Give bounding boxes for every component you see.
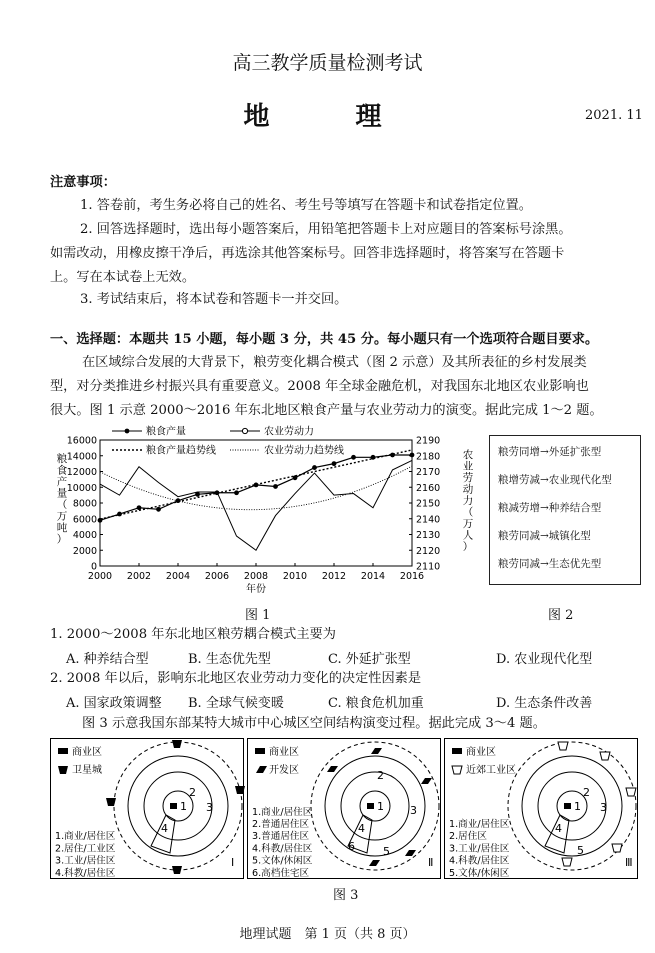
q1-option-d[interactable]: D. 农业现代化型 xyxy=(496,652,593,667)
x-tick-label: 2008 xyxy=(243,571,269,582)
y-axis-label-char: 万 xyxy=(56,510,68,523)
labor-series-line xyxy=(100,460,412,550)
fig3-core-ring xyxy=(360,791,390,821)
fig3-list-item: 4.科教/居住区 xyxy=(55,867,116,879)
satellite-town-icon xyxy=(58,766,68,774)
fig3-zone-label: 2 xyxy=(583,786,590,799)
suburban-industry-icon xyxy=(452,766,462,774)
grain-point xyxy=(254,482,259,487)
y2-tick-label: 2160 xyxy=(416,482,441,494)
notice-heading: 注意事项： xyxy=(50,175,116,190)
notice-item: 1. 答卷前，考生务必将自己的姓名、考生号等填写在答题卡和试卷指定位置。 xyxy=(80,198,532,213)
y-tick-label: 8000 xyxy=(72,498,97,510)
fig2-item: 粮劳同增→外延扩张型 xyxy=(498,446,602,458)
y-axis-label-char: 产 xyxy=(56,476,68,488)
q1-option-b[interactable]: B. 生态优先型 xyxy=(188,652,271,667)
fig2-item: 粮劳同减→生态优先型 xyxy=(498,558,602,570)
fig3-zone-label: 4 xyxy=(555,822,562,835)
grain-point xyxy=(195,492,200,497)
legend-labor-trend-label: 农业劳动力趋势线 xyxy=(264,445,344,457)
suburban-industry-icon xyxy=(612,844,622,852)
y-tick-label: 10000 xyxy=(66,482,97,494)
x-tick-label: 2002 xyxy=(126,571,152,582)
commerce-legend-label: 商业区 xyxy=(466,747,496,758)
fig3-outer-dashed-ring xyxy=(311,742,439,870)
y-tick-label: 12000 xyxy=(66,467,97,478)
development-zone-icon xyxy=(421,778,432,784)
fig3-legend-label-2: 卫星城 xyxy=(72,765,102,776)
grain-point xyxy=(98,518,103,523)
commerce-legend-swatch xyxy=(58,748,68,754)
y2-tick-label: 2150 xyxy=(416,498,441,510)
fig3-ring xyxy=(144,772,212,840)
y-axis-label-char: 量 xyxy=(56,487,68,500)
notice-item: 3. 考试结束后，将本试卷和答题卡一并交回。 xyxy=(80,292,348,307)
grain-point xyxy=(117,512,122,517)
y-axis-label-char: 食 xyxy=(56,464,68,477)
y-tick-label: 14000 xyxy=(66,451,97,463)
grain-point xyxy=(273,484,278,489)
fig3-list-item: 4.科教/居住区 xyxy=(449,855,510,867)
fig3-list-item: 1.商业/居住区 xyxy=(55,831,116,843)
fig3-list-item: 1.商业/居住区 xyxy=(449,819,510,830)
question-1-stem: 1. 2000～2008 年东北地区粮劳耦合模式主要为 xyxy=(50,627,336,642)
fig3-zone-label: 3 xyxy=(600,801,607,814)
page-footer: 地理试题 第 1 页（共 8 页） xyxy=(239,927,416,942)
y-tick-label: 4000 xyxy=(72,530,97,541)
fig3-list-item: 5.文体/休闲区 xyxy=(449,867,510,879)
fig3-list-item: 6.高档住宅区 xyxy=(252,867,310,879)
figure3-diagram xyxy=(50,738,640,880)
intro2: 图 3 示意我国东部某特大城市中心城区空间结构演变过程。据此完成 3～4 题。 xyxy=(82,716,546,731)
y2-tick-label: 2190 xyxy=(416,435,441,447)
legend-labor-label: 农业劳动力 xyxy=(264,426,314,438)
y2-axis-label-char: 力 xyxy=(462,495,474,507)
fig3-zone-label: 5 xyxy=(383,845,390,858)
grain-point xyxy=(293,475,298,480)
grain-point xyxy=(137,505,142,510)
plot-frame xyxy=(100,440,412,566)
grain-point xyxy=(390,453,395,458)
fig3-list-item: 4.科教/居住区 xyxy=(252,843,313,855)
y2-axis-label-char: 万 xyxy=(462,518,474,530)
y2-axis-label-char: 业 xyxy=(462,460,474,473)
x-tick-label: 2016 xyxy=(399,571,425,582)
suburban-industry-icon xyxy=(558,742,568,750)
x-tick-label: 2012 xyxy=(321,571,347,582)
commerce-legend-label: 商业区 xyxy=(72,747,102,758)
y2-tick-label: 2170 xyxy=(416,467,441,478)
suburban-industry-icon xyxy=(562,858,572,866)
fig3-list-item: 1.商业/居住区 xyxy=(252,806,313,818)
fig3-panel-roman: Ⅱ xyxy=(428,856,434,869)
q2-option-c[interactable]: C. 粮食危机加重 xyxy=(328,696,424,711)
commerce-legend-swatch xyxy=(255,748,265,754)
commerce-legend-swatch xyxy=(452,748,462,754)
y2-tick-label: 2110 xyxy=(416,561,441,573)
x-tick-label: 2010 xyxy=(282,571,308,582)
notice-item: 如需改动，用橡皮擦干净后，再选涂其他答案标号。回答非选择题时，将答案写在答题卡 xyxy=(50,246,565,261)
fig3-zone-label: 2 xyxy=(377,769,384,782)
fig3-panel xyxy=(51,739,246,879)
fig3-ring xyxy=(538,772,606,840)
grain-point xyxy=(234,490,239,495)
fig3-ring xyxy=(522,756,622,856)
figure2-box xyxy=(489,435,641,585)
y-tick-label: 16000 xyxy=(66,435,97,447)
grain-point xyxy=(351,455,356,460)
legend-grain-marker xyxy=(125,429,130,434)
notice-item: 2. 回答选择题时，选出每小题答案后，用铅笔把答题卡上对应题目的答案标号涂黑。 xyxy=(80,222,572,237)
legend-grain-trend-label: 粮食产量趋势线 xyxy=(146,445,216,457)
fig3-list-item: 2.居住区 xyxy=(449,831,487,843)
y-axis-label-char: 粮 xyxy=(56,453,68,465)
fig3-zone-label: 4 xyxy=(161,822,168,835)
y-tick-label: 6000 xyxy=(72,514,97,526)
suburban-industry-icon xyxy=(626,788,636,796)
q1-option-c[interactable]: C. 外延扩张型 xyxy=(328,652,411,667)
fig3-legend-label-2: 近郊工业区 xyxy=(466,765,516,776)
fig3-ring xyxy=(128,756,228,856)
q2-option-b[interactable]: B. 全球气候变暖 xyxy=(188,696,284,711)
y2-tick-label: 2140 xyxy=(416,514,441,526)
grain-point xyxy=(156,507,161,512)
fig3-zone-label: 3 xyxy=(410,804,417,817)
fig2-item: 粮减劳增→种养结合型 xyxy=(498,502,602,514)
y-axis-label-char: （ xyxy=(56,499,68,511)
section-heading: 一、选择题：本题共 15 小题，每小题 3 分，共 45 分。每小题只有一个选项符合题目要求。 xyxy=(50,332,599,347)
satellite-town-icon xyxy=(172,866,182,874)
fig2-item: 粮增劳减→农业现代化型 xyxy=(498,474,612,486)
development-zone-icon xyxy=(371,748,382,754)
y2-axis-label-char: 人 xyxy=(462,529,474,542)
y-tick-label: 2000 xyxy=(72,545,97,557)
legend-labor-marker xyxy=(242,428,247,433)
fig3-list-item: 3.工业/居住区 xyxy=(449,843,510,855)
y2-tick-label: 2130 xyxy=(416,530,441,541)
fig3-zone-label: 1 xyxy=(377,800,384,813)
grain-point xyxy=(312,465,317,470)
fig3-zone-label: 2 xyxy=(189,786,196,799)
grain-point xyxy=(410,453,415,458)
notice-item: 上。写在本试卷上无效。 xyxy=(50,270,196,285)
question-2-stem: 2. 2008 年以后，影响东北地区农业劳动力变化的决定性因素是 xyxy=(50,671,422,686)
suburban-industry-icon xyxy=(600,752,610,760)
fig3-list-item: 2.居住/工业区 xyxy=(55,843,116,855)
grain-point xyxy=(176,498,181,503)
commerce-legend-label: 商业区 xyxy=(269,747,299,758)
figure1-caption: 图 1 xyxy=(245,608,271,623)
exam-title: 高三教学质量检测考试 xyxy=(232,52,423,74)
development-zone-icon xyxy=(256,766,267,773)
grain-series-line xyxy=(100,455,412,520)
y2-axis-label-char: 农 xyxy=(462,449,474,461)
y-axis-label-char: 吨 xyxy=(56,522,68,534)
development-zone-icon xyxy=(405,850,416,856)
satellite-town-icon xyxy=(106,798,116,806)
y-tick-label: 0 xyxy=(90,561,97,573)
fig3-ring xyxy=(341,772,409,840)
fig3-center-commerce xyxy=(564,803,571,809)
intro-line: 型，对分类推进乡村振兴具有重要意义。2008 年全球金融危机，对我国东北地区农业影响也 xyxy=(50,379,589,394)
q1-option-a[interactable]: A. 种养结合型 xyxy=(66,652,149,667)
fig3-zone-label: 5 xyxy=(577,844,584,857)
x-tick-label: 2006 xyxy=(204,571,230,582)
x-axis-label: 年份 xyxy=(246,584,266,595)
fig3-center-commerce xyxy=(367,803,374,809)
x-tick-label: 2004 xyxy=(165,571,191,582)
fig3-center-commerce xyxy=(170,803,177,809)
fig3-list-item: 2.普通居住区 xyxy=(252,819,310,830)
fig3-zone-label: 6 xyxy=(348,840,355,853)
y2-axis-label-char: ） xyxy=(462,541,474,553)
fig3-zone-label: 1 xyxy=(180,800,187,813)
figure1-chart xyxy=(50,420,480,615)
subject-title: 地 理 xyxy=(243,102,412,132)
satellite-town-icon xyxy=(172,740,182,748)
x-tick-label: 2014 xyxy=(360,571,386,582)
figure2-caption: 图 2 xyxy=(548,608,574,623)
figure3-caption: 图 3 xyxy=(333,888,359,903)
fig3-panel xyxy=(445,739,638,879)
x-tick-label: 2000 xyxy=(87,571,113,582)
fig3-list-item: 5.文体/休闲区 xyxy=(252,855,313,867)
fig3-zone-label: 3 xyxy=(206,801,213,814)
fig3-outer-dashed-ring xyxy=(114,742,242,870)
development-zone-icon xyxy=(369,860,380,866)
fig3-panel-roman: Ⅰ xyxy=(231,856,235,869)
q2-option-d[interactable]: D. 生态条件改善 xyxy=(496,696,593,711)
fig3-list-item: 3.工业/居住区 xyxy=(55,855,116,867)
y2-axis-label-char: （ xyxy=(462,506,474,519)
y2-axis-label-char: 动 xyxy=(462,483,474,496)
fig3-panel-roman: Ⅲ xyxy=(625,856,633,869)
fig3-list-item: 3.普通居住区 xyxy=(252,831,310,843)
intro-line: 在区域综合发展的大背景下，粮劳变化耦合模式（图 2 示意）及其所表征的乡村发展类 xyxy=(82,355,587,370)
fig2-item: 粮劳同减→城镇化型 xyxy=(498,530,591,542)
intro-line: 很大。图 1 示意 2000～2016 年东北地区粮食产量与农业劳动力的演变。据此完成 1～2 题。 xyxy=(50,403,603,418)
q2-option-a[interactable]: A. 国家政策调整 xyxy=(66,696,162,711)
fig3-zone-label: 4 xyxy=(358,822,365,835)
fig3-panel xyxy=(248,739,441,879)
y2-axis-label-char: 劳 xyxy=(462,472,474,484)
y2-tick-label: 2120 xyxy=(416,545,441,557)
exam-date: 2021. 11 xyxy=(585,108,643,123)
grain-point xyxy=(215,490,220,495)
y-axis-label-char: ） xyxy=(56,533,68,546)
grain-point xyxy=(371,455,376,460)
grain-point xyxy=(332,461,337,466)
fig3-legend-label-2: 开发区 xyxy=(269,765,299,776)
development-zone-icon xyxy=(327,766,338,772)
legend-grain-label: 粮食产量 xyxy=(146,426,186,438)
fig3-zone-label: 1 xyxy=(574,800,581,813)
y2-tick-label: 2180 xyxy=(416,451,441,463)
